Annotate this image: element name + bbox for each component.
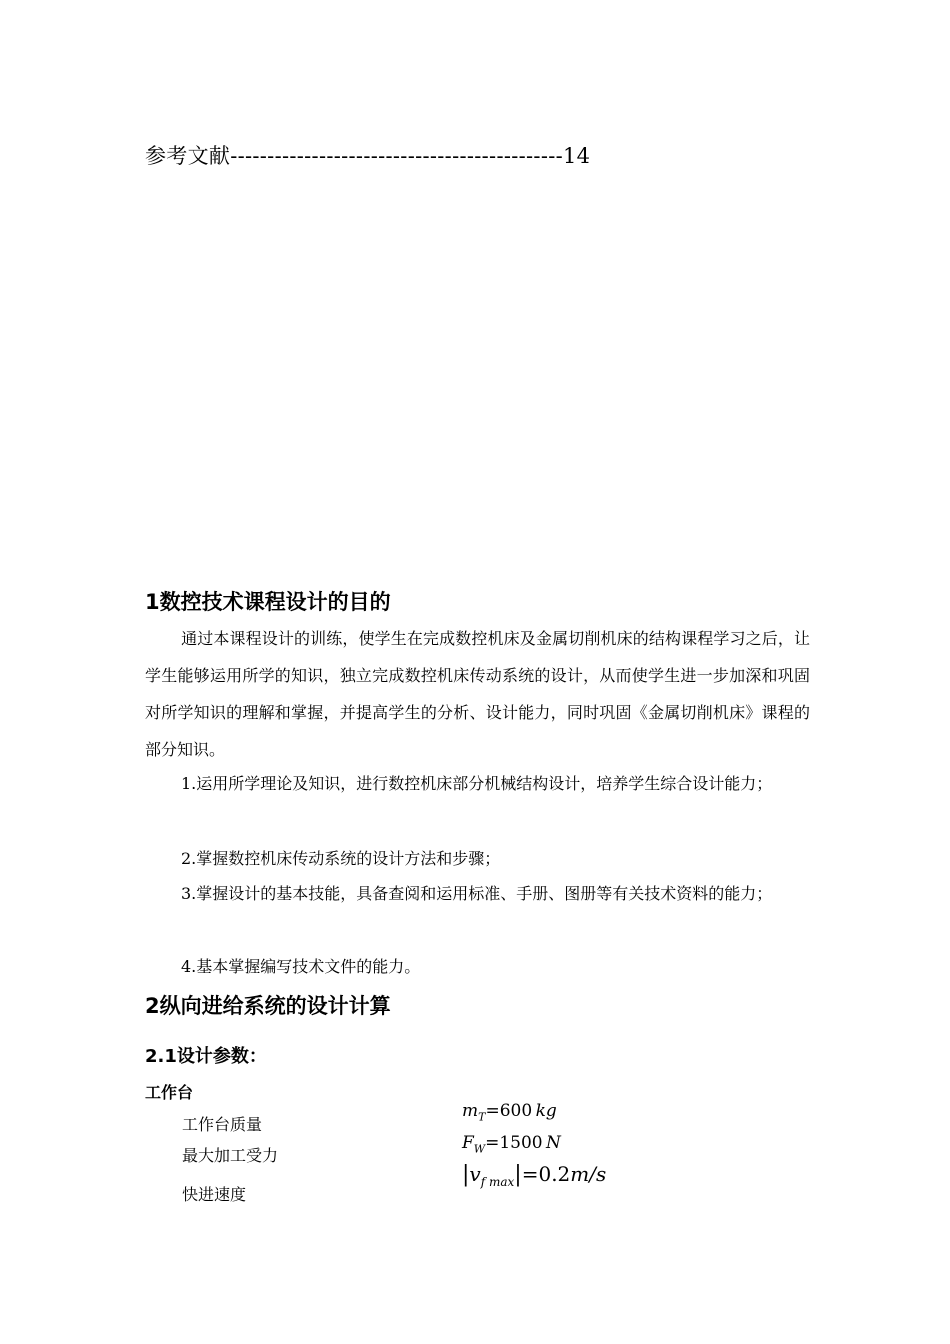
param-label-mass: 工作台质量 bbox=[182, 1115, 263, 1134]
objective-item-3: 3.掌握设计的基本技能，具备查阅和运用标准、手册、图册等有关技术资料的能力； bbox=[181, 884, 773, 903]
param-label-force: 最大加工受力 bbox=[182, 1146, 279, 1165]
toc-label: 参考文献 bbox=[145, 144, 231, 168]
section-1-heading: 1数控技术课程设计的目的 bbox=[145, 590, 391, 614]
objective-item-1: 1.运用所学理论及知识，进行数控机床部分机械结构设计，培养学生综合设计能力； bbox=[181, 774, 773, 793]
param-formula-speed: $|v_{f max}|=0.2m/s$ bbox=[462, 1162, 607, 1189]
param-formula-mass: $m_T=600$ kg bbox=[462, 1101, 557, 1124]
param-label-speed: 快进速度 bbox=[182, 1185, 247, 1204]
worktable-group-title: 工作台 bbox=[145, 1083, 194, 1102]
toc-page-number: 14 bbox=[563, 144, 591, 168]
section-2-1-heading: 2.1设计参数： bbox=[145, 1046, 267, 1067]
param-formula-force: $F_W=1500$ N bbox=[462, 1133, 561, 1156]
section-1-intro: 通过本课程设计的训练，使学生在完成数控机床及金属切削机床的结构课程学习之后，让学生能够运用所学的知识，独立完成数控机床传动系统的设计，从而使学生进一步加深和巩固对所学知识的理解和掌握，并提高学生的分析、设计能力，同时巩固《金属切削机床》课程的部分知识。 bbox=[145, 629, 810, 759]
section-2-heading: 2纵向进给系统的设计计算 bbox=[145, 994, 391, 1018]
objective-item-2: 2.掌握数控机床传动系统的设计方法和步骤； bbox=[181, 849, 501, 868]
toc-leader: --------------------------------------------- bbox=[230, 144, 564, 168]
toc-entry bbox=[145, 140, 590, 170]
objective-item-4: 4.基本掌握编写技术文件的能力。 bbox=[181, 957, 421, 976]
